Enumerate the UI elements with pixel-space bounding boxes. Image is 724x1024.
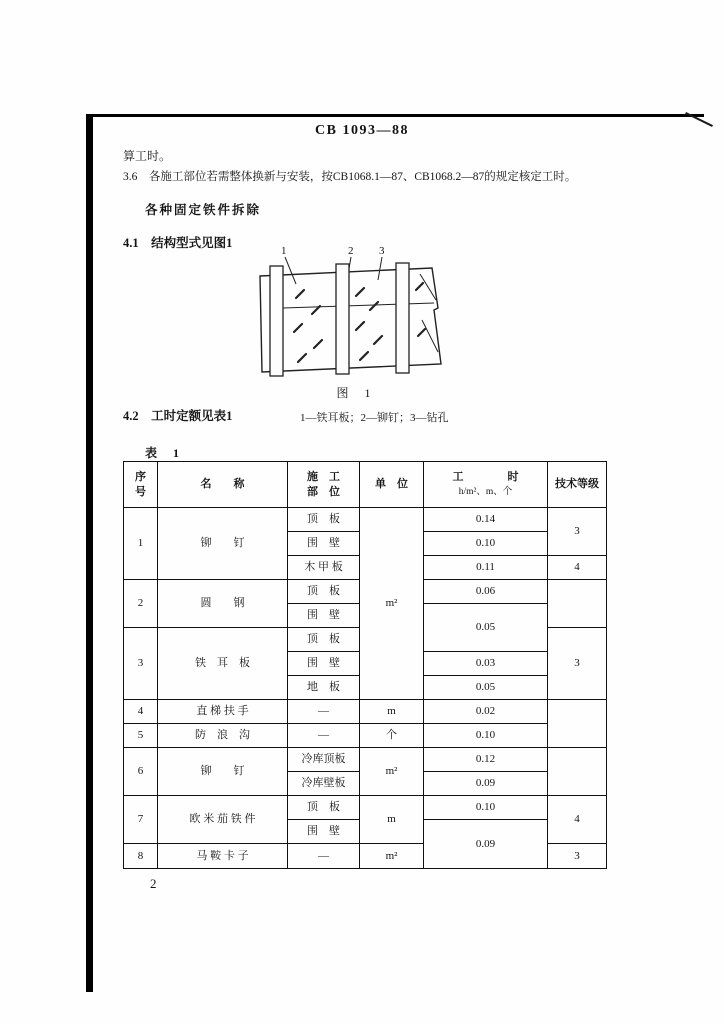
figure-part-label-1: 1 — [281, 245, 287, 257]
table-cell: 0.10 — [424, 532, 548, 556]
table-cell: 3 — [124, 628, 158, 700]
scan-edge-left — [86, 115, 93, 992]
table-cell: 6 — [124, 748, 158, 796]
table-cell: 直 梯 扶 手 — [158, 700, 288, 724]
table-header-col-5: 工 时 h/m²、m、个 — [424, 462, 548, 508]
table-cell: m — [360, 796, 424, 844]
table-cell: 0.10 — [424, 724, 548, 748]
table-cell: 铆 钉 — [158, 508, 288, 580]
standard-number: CB 1093—88 — [315, 123, 409, 138]
table-cell: 冷库壁板 — [288, 772, 360, 796]
table-cell: 防 浪 沟 — [158, 724, 288, 748]
table-cell: 0.10 — [424, 796, 548, 820]
table-cell: 顶 板 — [288, 628, 360, 652]
table-cell — [548, 700, 606, 748]
figure-part-label-2: 2 — [348, 245, 354, 257]
table-cell: 1 — [124, 508, 158, 580]
table-cell: 3 — [548, 508, 606, 556]
figure-caption: 图 1 — [336, 386, 373, 400]
table-header-col-2: 名 称 — [158, 462, 288, 508]
table-cell: 围 壁 — [288, 820, 360, 844]
figure-1-drawing — [252, 244, 457, 384]
work-hours-table — [123, 461, 607, 869]
table-cell: 木 甲 板 — [288, 556, 360, 580]
table-cell: 0.02 — [424, 700, 548, 724]
figure-part-label-3: 3 — [379, 245, 385, 257]
table-cell: 围 壁 — [288, 532, 360, 556]
table-cell: 铆 钉 — [158, 748, 288, 796]
continuation-text: 算工时。 — [123, 149, 172, 163]
table-cell: 3 — [574, 849, 580, 862]
table-cell: 圆 钢 — [158, 580, 288, 628]
clause-4-1: 4.1 结构型式见图1 — [123, 236, 233, 250]
table-caption: 表 1 — [145, 446, 182, 460]
table-cell: 顶 板 — [288, 580, 360, 604]
table-header-col-3: 施 工 部 位 — [288, 462, 360, 508]
table-cell: 冷库顶板 — [288, 748, 360, 772]
table-cell: — — [288, 700, 360, 724]
table-cell: 0.12 — [424, 748, 548, 772]
table-cell: m² — [360, 508, 424, 700]
table-cell — [548, 580, 606, 628]
table-cell: 欧 米 茄 铁 件 — [158, 796, 288, 844]
figure-legend: 1—铁耳板；2—铆钉；3—钻孔 — [300, 412, 449, 424]
clause-4-2: 4.2 工时定额见表1 — [123, 409, 233, 423]
table-header-col-6: 技术等级 — [548, 462, 606, 508]
table-cell: m² — [360, 748, 424, 796]
table-cell: 铁 耳 板 — [158, 628, 288, 700]
table-cell: 0.11 — [424, 556, 548, 580]
section-title: 各种固定铁件拆除 — [145, 203, 262, 217]
table-cell: 0.09 — [424, 772, 548, 796]
table-cell: 4 — [548, 556, 606, 580]
table-header-col-1: 序 号 — [124, 462, 158, 508]
page-number: 2 — [150, 876, 157, 891]
table-cell: — — [288, 724, 360, 748]
table-cell: 地 板 — [288, 676, 360, 700]
table-header-col-4: 单 位 — [360, 462, 424, 508]
scan-edge-top — [86, 114, 704, 117]
table-cell: 0.14 — [424, 508, 548, 532]
table-cell: 0.05 — [424, 604, 548, 652]
table-cell: 8 — [124, 844, 158, 868]
table-cell: 4 — [548, 796, 606, 844]
table-cell: 7 — [124, 796, 158, 844]
figure-1 — [252, 244, 457, 384]
table-cell: 围 壁 — [288, 652, 360, 676]
table-cell: 2 — [124, 580, 158, 628]
figure-plate-outline — [260, 268, 441, 372]
table-cell: 围 壁 — [288, 604, 360, 628]
clause-3-6: 3.6 各施工部位若需整体换新与安装，按CB1068.1—87、CB1068.2—87的规定核定工时。 — [123, 171, 577, 183]
table-cell: 马 鞍 卡 子 — [158, 844, 288, 868]
table-cell: — — [288, 844, 360, 868]
table-cell: 0.09 — [424, 820, 548, 868]
table-cell: m — [360, 700, 424, 724]
table-cell: 5 — [124, 724, 158, 748]
table-cell: 顶 板 — [288, 508, 360, 532]
table-cell: 3 — [548, 628, 606, 700]
table-cell: 0.03 — [424, 652, 548, 676]
table-cell: 顶 板 — [288, 796, 360, 820]
table-cell: 个 — [360, 724, 424, 748]
table-cell — [548, 748, 606, 796]
table-cell: 0.06 — [424, 580, 548, 604]
table-cell: m² — [360, 844, 424, 868]
table-cell: 0.05 — [424, 676, 548, 700]
figure-lug-straps — [270, 263, 409, 376]
table-cell: 4 — [124, 700, 158, 724]
